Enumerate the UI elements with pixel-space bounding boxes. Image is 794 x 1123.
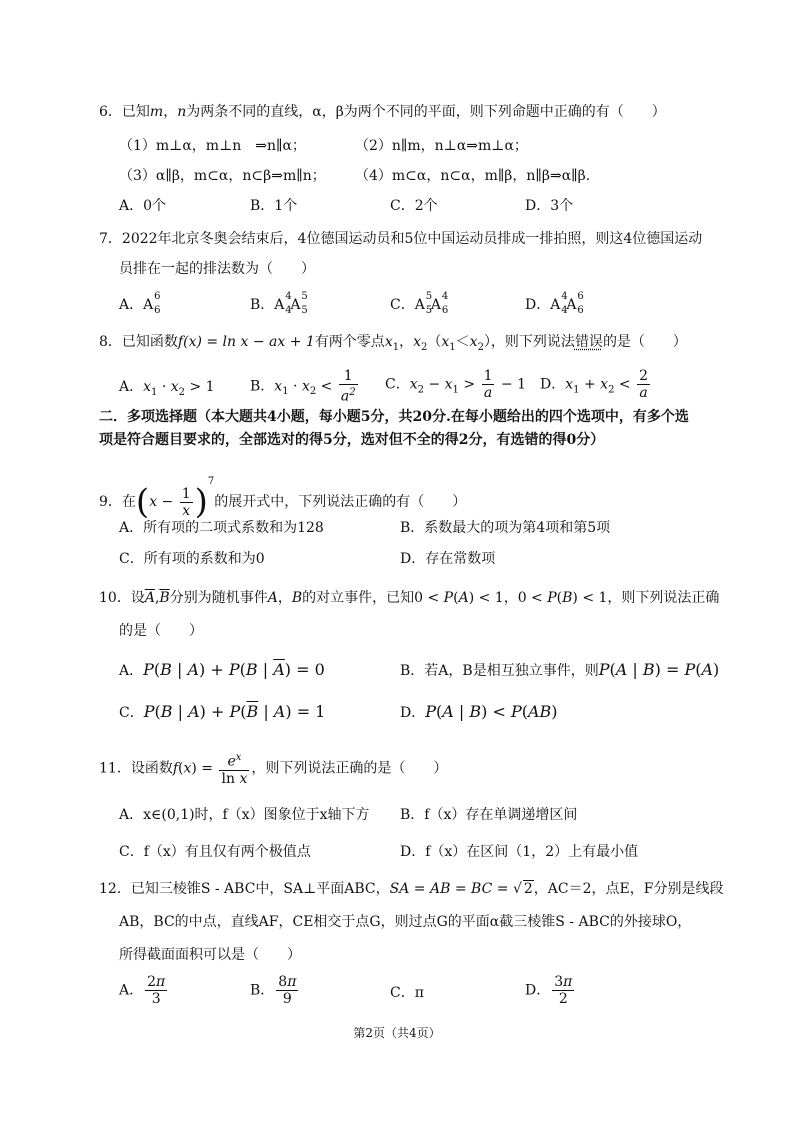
q8-option-b: B．$x_1 \cdot x_2$ < $\frac{1}{a^2}$ <box>250 368 356 405</box>
q9-option-a: A．所有项的二项式系数和为128 <box>119 520 324 536</box>
q6-statement-1: （1）m⊥α，m⊥n ⇒n∥α； <box>119 138 306 154</box>
q10-option-b: B．若A，B是相互独立事件，则P(A | B) = P(A) <box>400 660 720 679</box>
q10-stem-line2: 的是（ ） <box>119 623 203 639</box>
q11-option-d: D．f（x）在区间（1，2）上有最小值 <box>400 844 639 860</box>
q12-stem-line1: 12．已知三棱锥S - ABC中，SA⊥平面ABC，SA = AB = BC = √ 2，AC＝2，点E，F分别是线段 <box>99 881 724 897</box>
q9-stem: 9．在(x − $\frac{1}{x}$ )$^7$的展开式中，下列说法正确的有（ ） <box>99 476 467 522</box>
q6-statement-3: （3）α∥β，m⊂α，n⊂β⇒m∥n； <box>119 168 326 184</box>
q6-option-d: D．3个 <box>525 198 574 214</box>
q8-option-a: A．$x_1 \cdot x_2 > 1$ <box>119 379 215 398</box>
q12-option-c: C．π <box>390 985 424 1001</box>
q12-stem-line2: AB，BC的中点，直线AF，CE相交于点G，则过点G的平面α截三棱锥S - ABC的外接球O， <box>119 914 692 930</box>
q11-option-b: B．f（x）存在单调递增区间 <box>400 807 578 823</box>
q12-stem-line3: 所得截面面积可以是（ ） <box>119 947 301 963</box>
q12-option-d: D． $\frac{3\pi}{2}$ <box>525 974 573 1007</box>
q8-option-d: D．$x_1 + x_2$ < $\frac{2}{a}$ <box>540 368 648 401</box>
q7-option-a: A．A 6 6 <box>119 291 161 316</box>
q7-option-c: C．A 5 5 A 4 6 <box>390 291 449 316</box>
section-heading-line2: 项是符合题目要求的，全部选对的得5分，选对但不全的得2分，有选错的得0分） <box>99 432 605 448</box>
q10-option-c: C．P(B | $A) + P(\overline{B}$ | A) = 1 <box>119 702 326 721</box>
q6-option-b: B．1个 <box>250 198 298 214</box>
q6-stem: 6．已知m，n为两条不同的直线，α，β为两个不同的平面，则下列命题中正确的有（ ） <box>99 104 666 120</box>
q7-stem-line1: 7．2022年北京冬奥会结束后，4位德国运动员和5位中国运动员排成一排拍照，则这4位德国运动 <box>99 231 703 247</box>
q6-option-c: C．2个 <box>390 198 438 214</box>
q7-option-b: B．A 4 4 A 5 5 <box>250 291 308 316</box>
q10-stem: 10．设$\overline{A},\overline{B}$分别为随机事件A，B的对立事件，已知0 < P(A) < 1，0 < P(B) < 1，则下列说法正确 <box>99 590 720 606</box>
q11-stem: 11．设函数f(x) = $\frac{e^x}{\text{ln x}}$ ，则下列说法正确的是（ ） <box>99 752 448 787</box>
q11-option-a: A．x∈(0,1)时，f（x）图象位于x轴下方 <box>119 807 370 823</box>
q7-stem-line2: 员排在一起的排法数为（ ） <box>119 261 315 277</box>
q8-stem: 8．已知函数f(x) = ln x − ax + 1有两个零点$x_1$，$x_2(x_1<x_2)$，则下列说法错误的是（ ） <box>99 334 687 353</box>
q9-option-c: C．所有项的系数和为0 <box>119 551 265 567</box>
q6-option-a: A．0个 <box>119 198 167 214</box>
q11-option-c: C．f（x）有且仅有两个极值点 <box>119 844 311 860</box>
q8-option-c: C．$x_2 - x_1$ > $\frac{1}{a}$ − 1 <box>385 368 527 401</box>
q6-statement-4: （4）m⊂α，n⊂α，m∥β，n∥β⇒α∥β. <box>355 168 591 184</box>
section-heading-line1: 二．多项选择题（本大题共4小题，每小题5分，共20分.在每小题给出的四个选项中，有多个选 <box>99 409 689 425</box>
q12-option-a: A． $\frac{2\pi}{3}$ <box>119 974 166 1007</box>
q9-option-b: B．系数最大的项为第4项和第5项 <box>400 520 611 536</box>
q12-option-b: B． $\frac{8\pi}{9}$ <box>250 974 297 1007</box>
q7-option-d: D．A 4 4 A 6 6 <box>525 291 584 316</box>
q6-statement-2: （2）n∥m，n⊥α⇒m⊥α； <box>355 138 528 154</box>
q10-option-d: D．P(A | B) < P(AB) <box>400 702 558 721</box>
q9-option-d: D．存在常数项 <box>400 551 496 567</box>
q10-option-a: A．P(B | A) + P(B | $\overline{A}) = 0$ <box>119 660 325 679</box>
page-footer: 第2页（共4页） <box>353 1026 441 1040</box>
